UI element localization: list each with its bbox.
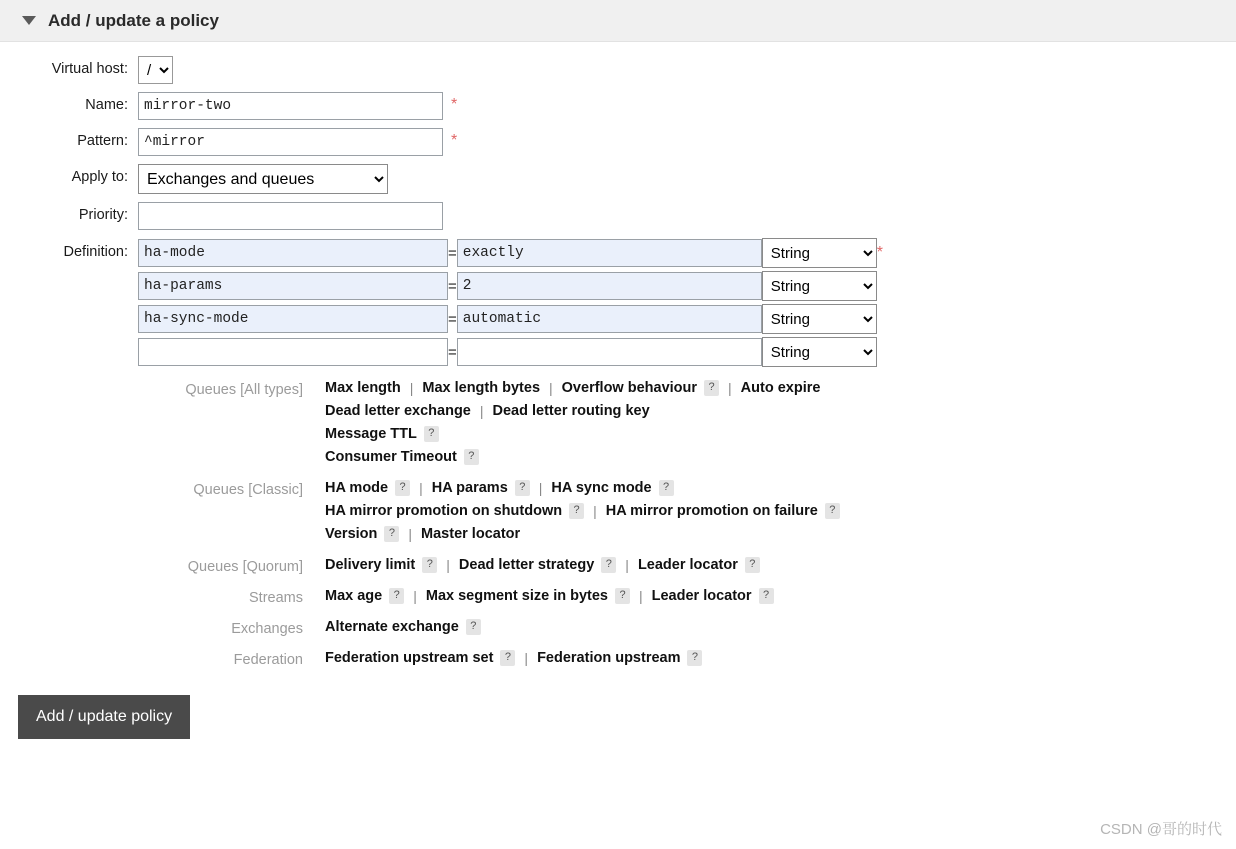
shortcut-separator: | (408, 526, 413, 542)
shortcut-separator: | (593, 503, 597, 519)
help-icon[interactable]: ? (395, 480, 410, 496)
priority-row (0, 202, 1236, 230)
name-input[interactable] (138, 92, 443, 120)
shortcut-section (0, 480, 1236, 549)
shortcut-link[interactable]: Dead letter routing key (492, 403, 650, 419)
help-icon[interactable]: ? (500, 650, 515, 666)
shortcut-link-line (325, 557, 760, 573)
shortcut-link[interactable]: Master locator (421, 526, 521, 542)
shortcut-category-label: Streams (249, 590, 303, 606)
triangle-down-icon[interactable] (22, 16, 36, 25)
shortcut-link[interactable]: Delivery limit (325, 557, 416, 573)
shortcut-link[interactable]: HA sync mode (551, 480, 652, 496)
help-icon[interactable]: ? (384, 526, 399, 542)
shortcut-link[interactable]: HA mirror promotion on shutdown (325, 503, 563, 519)
shortcut-link-group (325, 557, 760, 580)
apply-to-row (0, 164, 1236, 194)
help-icon[interactable]: ? (825, 503, 840, 519)
apply-to-label: Apply to: (71, 169, 128, 185)
shortcut-link[interactable]: Leader locator (637, 557, 738, 573)
add-update-policy-button[interactable]: Add / update policy (18, 695, 190, 739)
definition-shortcuts (0, 380, 1236, 673)
shortcut-link[interactable]: Dead letter strategy (458, 557, 595, 573)
shortcut-category-label: Queues [Classic] (193, 482, 303, 498)
policy-form (0, 42, 1236, 739)
shortcut-link[interactable]: Leader locator (651, 588, 752, 604)
help-icon[interactable]: ? (615, 588, 630, 604)
help-icon[interactable]: ? (745, 557, 760, 573)
help-icon[interactable]: ? (466, 619, 481, 635)
shortcut-separator: | (479, 403, 484, 419)
pattern-input[interactable] (138, 128, 443, 156)
help-icon[interactable]: ? (601, 557, 616, 573)
definition-label: Definition: (63, 244, 128, 260)
definition-value-input[interactable] (457, 338, 762, 366)
shortcut-link-line (325, 503, 840, 519)
definition-equals: = (448, 244, 457, 262)
shortcut-separator: | (639, 588, 643, 604)
definition-type-select[interactable] (762, 304, 877, 334)
shortcut-link-group (325, 619, 481, 642)
shortcut-section (0, 588, 1236, 611)
definition-value-input[interactable] (457, 305, 762, 333)
shortcut-link-line (325, 650, 702, 666)
shortcut-link[interactable]: Max length bytes (422, 380, 541, 396)
shortcut-link[interactable]: Version (325, 526, 378, 542)
shortcut-link-line (325, 426, 820, 442)
shortcut-category-label: Federation (233, 652, 303, 668)
definition-equals: = (448, 277, 457, 295)
vhost-row (0, 56, 1236, 84)
priority-label: Priority: (78, 207, 128, 223)
pattern-label: Pattern: (77, 133, 128, 149)
submit-wrap (0, 695, 1236, 739)
shortcut-category-label: Queues [Quorum] (187, 559, 303, 575)
shortcut-category-label: Exchanges (231, 621, 303, 637)
shortcut-link[interactable]: Federation upstream (537, 650, 681, 666)
help-icon[interactable]: ? (759, 588, 774, 604)
definition-table (138, 238, 883, 370)
shortcut-link-line (325, 588, 774, 604)
shortcut-link[interactable]: Federation upstream set (325, 650, 494, 666)
shortcut-link[interactable]: Overflow behaviour (561, 380, 698, 396)
shortcut-link-line (325, 403, 820, 419)
definition-key-input[interactable] (138, 239, 448, 267)
definition-equals: = (448, 343, 457, 361)
shortcut-link[interactable]: HA mirror promotion on failure (605, 503, 818, 519)
help-icon[interactable]: ? (422, 557, 437, 573)
definition-row-3 (138, 337, 883, 370)
shortcut-link[interactable]: Alternate exchange (325, 619, 459, 635)
definition-row (0, 238, 1236, 370)
shortcut-link[interactable]: Max length (325, 380, 401, 396)
shortcut-separator: | (524, 650, 529, 666)
shortcut-link-group (325, 650, 702, 673)
shortcut-section (0, 557, 1236, 580)
help-icon[interactable]: ? (424, 426, 439, 442)
shortcut-link[interactable]: HA mode (325, 480, 389, 496)
shortcut-link-line (325, 526, 840, 542)
page-title: Add / update a policy (48, 10, 219, 30)
shortcut-separator: | (419, 480, 423, 496)
definition-key-input[interactable] (138, 305, 448, 333)
shortcut-separator: | (409, 380, 414, 396)
shortcut-separator: | (538, 480, 543, 496)
watermark: CSDN @哥的时代 (1100, 821, 1222, 838)
name-row (0, 92, 1236, 120)
apply-to-select[interactable] (138, 164, 388, 194)
shortcut-section (0, 619, 1236, 642)
shortcut-separator: | (549, 380, 553, 396)
shortcut-separator: | (625, 557, 629, 573)
shortcut-section (0, 380, 1236, 472)
shortcut-separator: | (446, 557, 450, 573)
definition-type-select[interactable] (762, 337, 877, 367)
definition-type-select[interactable] (762, 271, 877, 301)
shortcut-link-line (325, 619, 481, 635)
help-icon[interactable]: ? (515, 480, 530, 496)
shortcut-separator: | (728, 380, 732, 396)
shortcut-link[interactable]: Consumer Timeout (325, 449, 457, 465)
shortcut-link[interactable]: Message TTL (325, 426, 417, 442)
priority-input[interactable] (138, 202, 443, 230)
shortcut-link[interactable]: Max segment size in bytes (425, 588, 608, 604)
help-icon[interactable]: ? (704, 380, 719, 396)
definition-key-input[interactable] (138, 272, 448, 300)
definition-row-1 (138, 271, 883, 304)
name-required-mark: * (451, 96, 458, 113)
shortcut-link-line (325, 449, 820, 465)
definition-row-0 (138, 238, 883, 271)
definition-value-input[interactable] (457, 239, 762, 267)
help-icon[interactable]: ? (659, 480, 674, 496)
definition-type-select[interactable] (762, 238, 877, 268)
vhost-select[interactable] (138, 56, 173, 84)
shortcut-link-group (325, 480, 840, 549)
vhost-label: Virtual host: (51, 61, 128, 77)
panel-header (0, 0, 1236, 42)
shortcut-link-line (325, 380, 820, 396)
shortcut-link[interactable]: HA params (431, 480, 508, 496)
name-label: Name: (85, 97, 128, 113)
shortcut-category-label: Queues [All types] (185, 382, 303, 398)
pattern-required-mark: * (451, 132, 458, 149)
definition-row-2 (138, 304, 883, 337)
shortcut-separator: | (413, 588, 417, 604)
definition-key-input[interactable] (138, 338, 448, 366)
help-icon[interactable]: ? (569, 503, 584, 519)
help-icon[interactable]: ? (687, 650, 702, 666)
definition-required-mark: * (876, 244, 883, 261)
help-icon[interactable]: ? (464, 449, 479, 465)
shortcut-link[interactable]: Max age (325, 588, 383, 604)
shortcut-link[interactable]: Auto expire (740, 380, 821, 396)
shortcut-link-group (325, 380, 820, 472)
help-icon[interactable]: ? (389, 588, 404, 604)
definition-equals: = (448, 310, 457, 328)
shortcut-link-group (325, 588, 774, 611)
definition-value-input[interactable] (457, 272, 762, 300)
pattern-row (0, 128, 1236, 156)
shortcut-link[interactable]: Dead letter exchange (325, 403, 471, 419)
shortcut-section (0, 650, 1236, 673)
shortcut-link-line (325, 480, 840, 496)
